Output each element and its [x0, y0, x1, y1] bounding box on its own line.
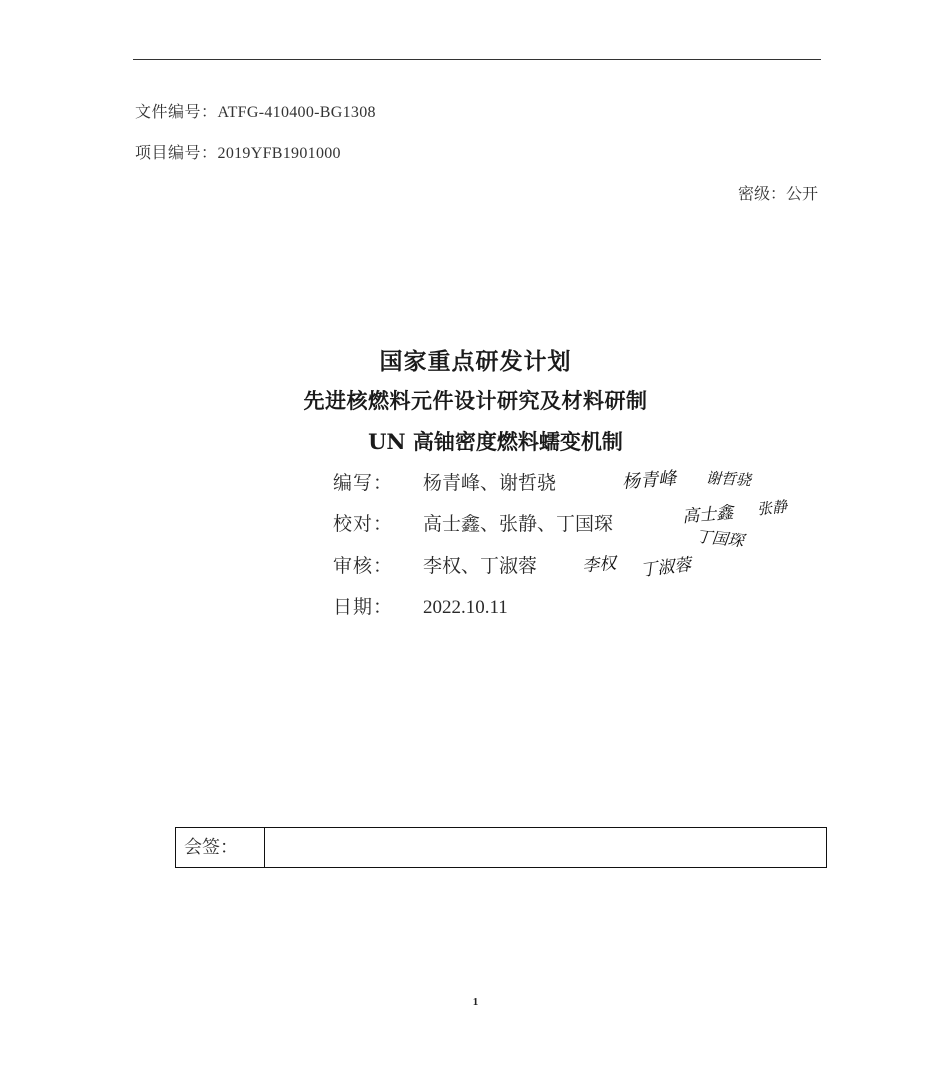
signature-author-2: 谢哲骁: [705, 468, 752, 490]
author-label: 编写：: [333, 472, 394, 494]
project-number-value: 2019YFB1901000: [217, 145, 341, 162]
review-row: [333, 551, 537, 578]
date-label: 日期：: [333, 596, 394, 618]
report-title: UN 高铀密度燃料蠕变机制: [368, 429, 623, 454]
project-number-label: 项目编号：: [135, 143, 218, 162]
countersign-cell: [265, 828, 826, 867]
proofread-row: [333, 509, 613, 536]
header-rule: [133, 59, 821, 60]
review-names: 李权、丁淑蓉: [423, 555, 538, 577]
review-label: 审核：: [333, 555, 394, 577]
signature-proofread-2: 张静: [756, 497, 788, 519]
proofread-names: 高士鑫、张静、丁国琛: [423, 513, 614, 535]
doc-number-value: ATFG-410400-BG1308: [217, 104, 376, 121]
author-row: [333, 468, 556, 495]
proofread-label: 校对：: [333, 513, 394, 535]
page-number: 1: [472, 996, 479, 1008]
secrecy-label: 密级：: [737, 184, 786, 203]
doc-number-label: 文件编号：: [135, 102, 218, 121]
doc-number-line: [135, 99, 376, 122]
countersign-label: 会签：: [176, 828, 265, 867]
signature-proofread-3: 丁国琛: [695, 526, 745, 551]
project-number-line: [135, 140, 341, 163]
date-row: [333, 592, 508, 619]
author-names: 杨青峰、谢哲骁: [423, 472, 557, 494]
secrecy-value: 公开: [785, 184, 818, 203]
countersign-table: [175, 827, 827, 868]
secrecy-level: [738, 181, 818, 204]
date-value: 2022.10.11: [423, 597, 508, 618]
signature-review-2: 丁淑蓉: [639, 554, 693, 582]
project-subtitle: 先进核燃料元件设计研究及材料研制: [303, 388, 648, 413]
signature-proofread-1: 高士鑫: [681, 502, 734, 528]
program-title: 国家重点研发计划: [379, 348, 572, 375]
signature-author-1: 杨青峰: [621, 468, 677, 493]
signature-review-1: 李权: [581, 553, 618, 577]
